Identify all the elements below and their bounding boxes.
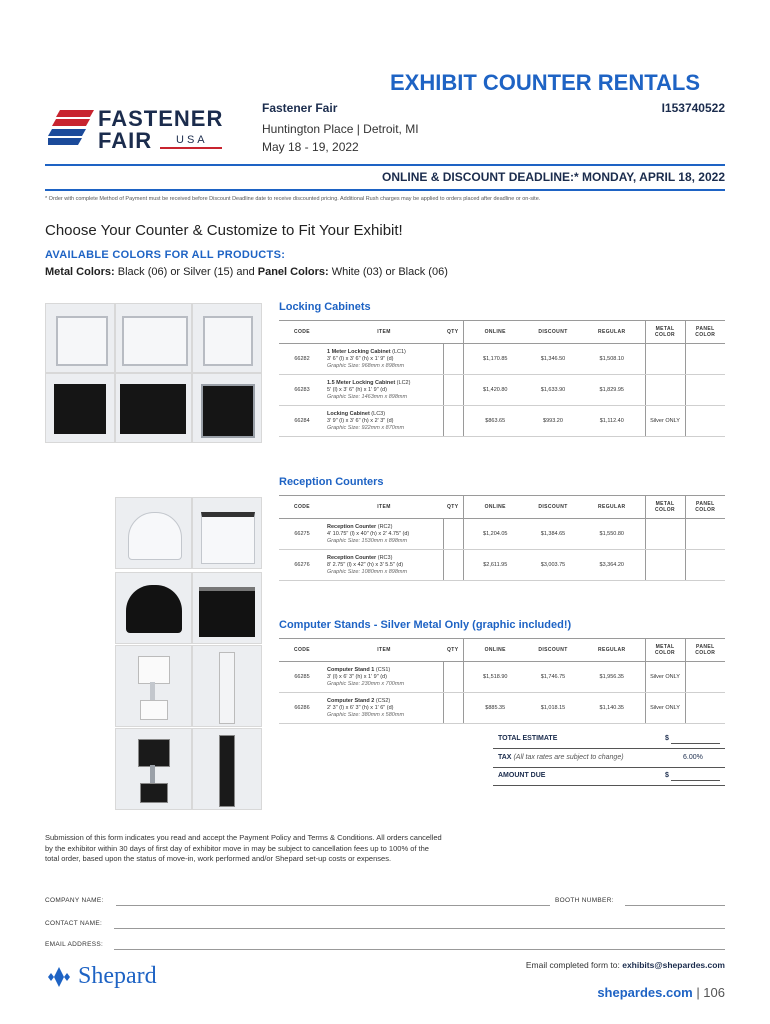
logo-underline	[160, 147, 222, 149]
row-item: Computer Stand 1 (CS1) 3' (l) x 6' 3" (h) x 1' 9" (d) Graphic Size: 230mm x 700mm	[325, 662, 443, 693]
available-colors-heading: AVAILABLE COLORS FOR ALL PRODUCTS:	[45, 249, 286, 261]
amount-due-value[interactable]: $	[665, 772, 669, 779]
color-options	[45, 266, 448, 278]
row-online: $1,170.85	[463, 344, 527, 375]
metal-color-field[interactable]: Silver ONLY	[645, 406, 685, 437]
metal-color-field[interactable]: Silver ONLY	[645, 662, 685, 693]
row-code: 66275	[279, 519, 325, 550]
booth-number-field[interactable]	[625, 905, 725, 906]
row-item: 1 Meter Locking Cabinet (LC1) 3' 6" (l) x 3' 6" (h) x 1' 9" (d) Graphic Size: 968mm x 898mm	[325, 344, 443, 375]
email-instruction: Email completed form to: exhibits@shepardes.com	[525, 960, 725, 970]
table-row	[279, 550, 725, 581]
row-regular: $1,829.95	[579, 375, 645, 406]
amount-due-line	[671, 780, 720, 781]
qty-field[interactable]	[443, 344, 463, 375]
amount-due-label: AMOUNT DUE	[498, 772, 546, 779]
tax-note: (All tax rates are subject to change)	[513, 754, 624, 761]
section-title-computer: Computer Stands - Silver Metal Only (graphic included!)	[279, 619, 572, 631]
event-location: Huntington Place | Detroit, MI	[262, 122, 419, 136]
col-code: CODE	[279, 496, 325, 519]
qty-field[interactable]	[443, 693, 463, 724]
logo-stripes-icon	[48, 108, 94, 148]
col-online: ONLINE	[463, 639, 527, 662]
deadline-fine-print: * Order with complete Method of Payment must be received before Discount Deadline date to receive discounted pricing. Additional Rush charges may be applied to orders placed after deadline or on-site.	[45, 196, 541, 202]
logo-word-fair: FAIR	[98, 128, 153, 153]
section-title-locking: Locking Cabinets	[279, 301, 371, 313]
event-name: Fastener Fair	[262, 101, 338, 115]
amount-due-divider	[493, 785, 725, 786]
table-row	[279, 375, 725, 406]
col-discount: DISCOUNT	[527, 496, 579, 519]
panel-color-field[interactable]	[685, 662, 725, 693]
company-name-field[interactable]	[116, 905, 550, 906]
row-discount: $1,633.90	[527, 375, 579, 406]
qty-field[interactable]	[443, 375, 463, 406]
deadline-top-rule	[45, 164, 725, 166]
photo-lc1-white	[45, 303, 115, 373]
row-discount: $1,018.15	[527, 693, 579, 724]
col-item: ITEM	[325, 639, 443, 662]
row-item: 1.5 Meter Locking Cabinet (LC2) 5' (l) x 3' 6" (h) x 1' 9" (d) Graphic Size: 1463mm x 898mm	[325, 375, 443, 406]
row-online: $1,204.05	[463, 519, 527, 550]
footer-url	[597, 985, 725, 1000]
col-discount: DISCOUNT	[527, 321, 579, 344]
total-estimate-value[interactable]: $	[665, 735, 669, 742]
row-code: 66286	[279, 693, 325, 724]
metal-color-field[interactable]	[645, 519, 685, 550]
row-regular: $1,112.40	[579, 406, 645, 437]
logo-word-fastener: FASTENER	[98, 106, 224, 131]
col-regular: REGULAR	[579, 321, 645, 344]
row-item: Locking Cabinet (LC3) 3' 9" (l) x 3' 6" (h) x 2' 3" (d) Graphic Size: 922mm x 870mm	[325, 406, 443, 437]
row-online: $863.65	[463, 406, 527, 437]
total-divider	[493, 748, 725, 749]
policy-text: Submission of this form indicates you read and accept the Payment Policy and Terms & Conditions. All orders cancelled by the exhibitor within 30 days of first day of exhibitor move in may be subject to cancellation fees up to 100% of the total order, based upon the status of move-in, work performed and/or Shepard set-up costs or expenses.	[45, 833, 442, 863]
col-online: ONLINE	[463, 496, 527, 519]
tax-label: TAX	[498, 754, 512, 761]
intro-heading: Choose Your Counter & Customize to Fit Your Exhibit!	[45, 222, 403, 239]
tax-rate: 6.00%	[683, 754, 703, 761]
shepard-wordmark: Shepard	[78, 963, 157, 989]
row-code: 66282	[279, 344, 325, 375]
tax-row	[498, 754, 624, 761]
col-discount: DISCOUNT	[527, 639, 579, 662]
deadline-banner: ONLINE & DISCOUNT DEADLINE:* MONDAY, APRIL 18, 2022	[382, 170, 725, 184]
email-link[interactable]: exhibits@shepardes.com	[622, 960, 725, 970]
col-panel-color: PANEL COLOR	[685, 321, 725, 344]
photo-cs1-black	[115, 728, 192, 810]
col-metal-color: METAL COLOR	[645, 321, 685, 344]
table-row	[279, 344, 725, 375]
row-code: 66284	[279, 406, 325, 437]
col-qty: QTY	[443, 496, 463, 519]
metal-color-field[interactable]: Silver ONLY	[645, 693, 685, 724]
col-regular: REGULAR	[579, 496, 645, 519]
col-item: ITEM	[325, 496, 443, 519]
col-code: CODE	[279, 639, 325, 662]
row-regular: $1,508.10	[579, 344, 645, 375]
row-online: $1,420.80	[463, 375, 527, 406]
reception-counters-table	[279, 495, 725, 581]
row-online: $1,518.90	[463, 662, 527, 693]
event-id: I153740522	[661, 101, 725, 115]
panel-colors-text: White (03) or Black (06)	[328, 266, 448, 278]
panel-color-field[interactable]	[685, 519, 725, 550]
panel-color-field[interactable]	[685, 693, 725, 724]
row-item: Reception Counter (RC3) 8' 2.75" (l) x 42" (h) x 3' 5.5" (d) Graphic Size: 1080mm x 898mm	[325, 550, 443, 581]
row-discount: $993.20	[527, 406, 579, 437]
photo-lc2-white	[115, 303, 192, 373]
row-regular: $3,364.20	[579, 550, 645, 581]
qty-field[interactable]	[443, 406, 463, 437]
panel-color-field[interactable]	[685, 406, 725, 437]
photo-lc1-black	[45, 373, 115, 443]
row-discount: $1,384.65	[527, 519, 579, 550]
photo-cs2-white	[192, 645, 262, 727]
col-item: ITEM	[325, 321, 443, 344]
row-discount: $1,746.75	[527, 662, 579, 693]
event-dates: May 18 - 19, 2022	[262, 140, 359, 154]
page-number: | 106	[692, 985, 725, 1000]
photo-lc3-white	[192, 303, 262, 373]
metal-color-field[interactable]	[645, 550, 685, 581]
row-online: $885.35	[463, 693, 527, 724]
row-regular: $1,550.80	[579, 519, 645, 550]
contact-name-label: CONTACT NAME:	[45, 920, 103, 927]
photo-rc3-white	[192, 497, 262, 569]
section-title-reception: Reception Counters	[279, 476, 384, 488]
shepard-diamond-icon	[45, 965, 73, 989]
row-discount: $3,003.75	[527, 550, 579, 581]
panel-color-field[interactable]	[685, 344, 725, 375]
photo-lc2-black	[115, 373, 192, 443]
row-regular: $1,956.35	[579, 662, 645, 693]
logo-word-usa: USA	[176, 134, 208, 146]
col-online: ONLINE	[463, 321, 527, 344]
total-estimate-line	[671, 743, 720, 744]
metal-color-field[interactable]	[645, 375, 685, 406]
table-row	[279, 662, 725, 693]
table-row	[279, 406, 725, 437]
total-estimate-label: TOTAL ESTIMATE	[498, 735, 558, 742]
row-regular: $1,140.35	[579, 693, 645, 724]
col-metal-color: METAL COLOR	[645, 496, 685, 519]
email-address-field[interactable]	[114, 949, 725, 950]
col-panel-color: PANEL COLOR	[685, 496, 725, 519]
tax-divider	[493, 767, 725, 768]
col-panel-color: PANEL COLOR	[685, 639, 725, 662]
row-code: 66276	[279, 550, 325, 581]
col-metal-color: METAL COLOR	[645, 639, 685, 662]
row-code: 66283	[279, 375, 325, 406]
photo-rc3-black	[192, 572, 262, 644]
col-qty: QTY	[443, 321, 463, 344]
page-title: EXHIBIT COUNTER RENTALS	[390, 70, 701, 95]
table-header	[279, 496, 725, 519]
metal-colors-text: Black (06) or Silver (15) and	[114, 266, 258, 278]
qty-field[interactable]	[443, 550, 463, 581]
metal-colors-label: Metal Colors:	[45, 266, 115, 278]
row-discount: $1,346.50	[527, 344, 579, 375]
row-code: 66285	[279, 662, 325, 693]
photo-rc2-black	[115, 572, 192, 644]
qty-field[interactable]	[443, 662, 463, 693]
website-link[interactable]: shepardes.com	[597, 985, 693, 1000]
contact-name-field[interactable]	[114, 928, 725, 929]
company-name-label: COMPANY NAME:	[45, 897, 104, 904]
row-item: Computer Stand 2 (CS2) 2' 3" (l) x 6' 3" (h) x 1' 6" (d) Graphic Size: 380mm x 580mm	[325, 693, 443, 724]
deadline-bottom-rule	[45, 189, 725, 191]
photo-lc3-black	[192, 373, 262, 443]
panel-colors-label: Panel Colors:	[257, 266, 329, 278]
metal-color-field[interactable]	[645, 344, 685, 375]
col-code: CODE	[279, 321, 325, 344]
table-header	[279, 639, 725, 662]
row-online: $2,611.95	[463, 550, 527, 581]
locking-cabinets-table	[279, 320, 725, 437]
photo-rc2-white	[115, 497, 192, 569]
panel-color-field[interactable]	[685, 375, 725, 406]
booth-number-label: BOOTH NUMBER:	[555, 897, 614, 904]
row-item: Reception Counter (RC2) 4' 10.75" (l) x 40" (h) x 2' 4.75" (d) Graphic Size: 1530mm x 898mm	[325, 519, 443, 550]
photo-cs1-white	[115, 645, 192, 727]
computer-stands-table	[279, 638, 725, 724]
table-row	[279, 693, 725, 724]
qty-field[interactable]	[443, 519, 463, 550]
table-row	[279, 519, 725, 550]
photo-cs2-black	[192, 728, 262, 810]
panel-color-field[interactable]	[685, 550, 725, 581]
email-address-label: EMAIL ADDRESS:	[45, 941, 104, 948]
table-header	[279, 321, 725, 344]
col-regular: REGULAR	[579, 639, 645, 662]
col-qty: QTY	[443, 639, 463, 662]
